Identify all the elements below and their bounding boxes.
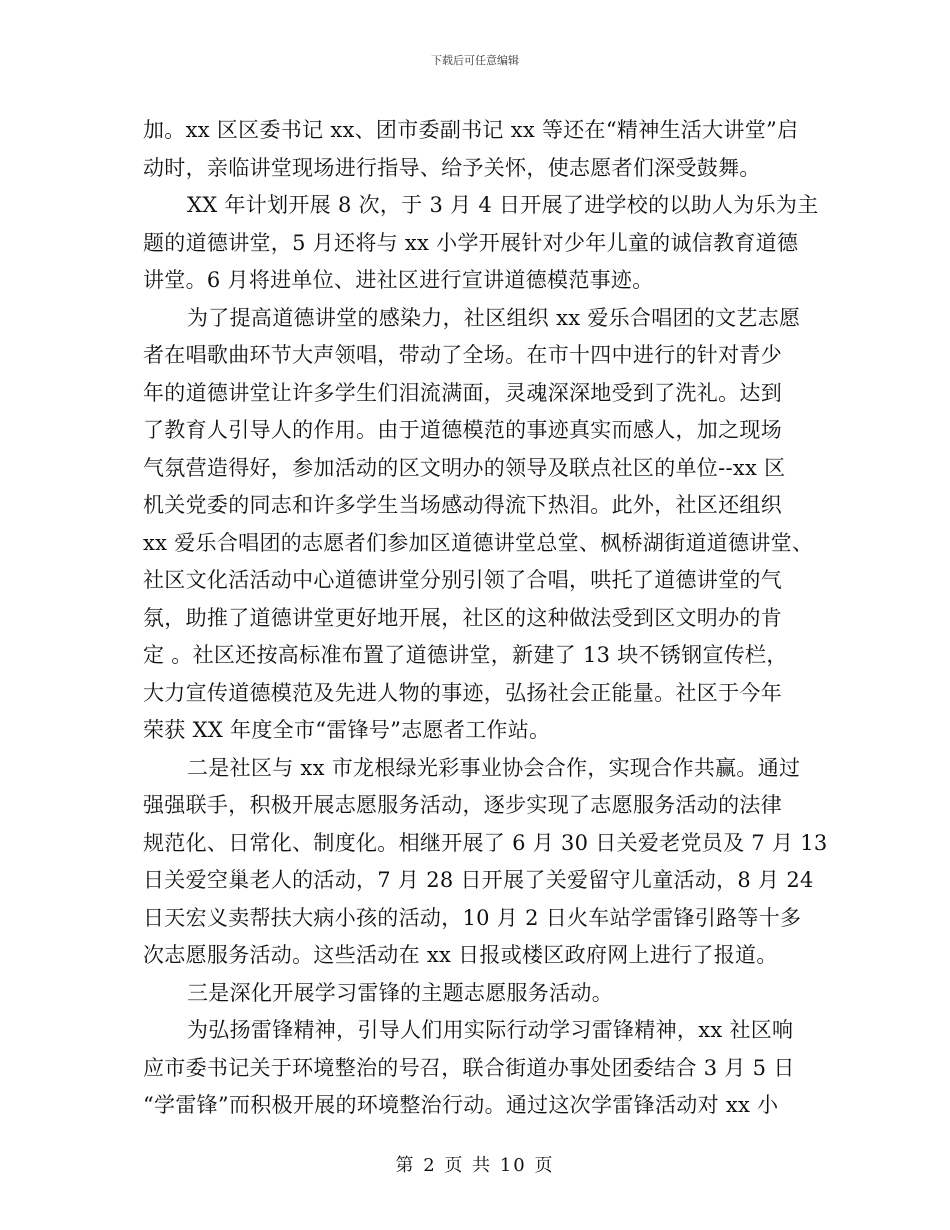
text-line: 年的道德讲堂让许多学生们泪流满面，灵魂深深地受到了洗礼。达到 (143, 380, 782, 405)
paragraph-start-line: 为弘扬雷锋精神，引导人们用实际行动学习雷锋精神，xx 社区响 (187, 1018, 794, 1042)
text-line: 社区文化活活动中心道德讲堂分别引领了合唱，哄托了道德讲堂的气 (143, 568, 782, 592)
page-header: 下载后可任意编辑 (431, 54, 519, 67)
text-line: 加。xx 区区委书记 xx、团市委副书记 xx 等还在“精神生活大讲堂”启 (143, 118, 799, 142)
text-line: 日关爱空巢老人的活动，7 月 28 日开展了关爱留守儿童活动，8 月 24 (143, 868, 814, 892)
text-line: 强强联手，积极开展志愿服务活动，逐步实现了志愿服务活动的法律 (143, 793, 782, 817)
text-line: 动时，亲临讲堂现场进行指导、给予关怀，使志愿者们深受鼓舞。 (143, 155, 761, 180)
text-line: 次志愿服务活动。这些活动在 xx 日报或楼区政府网上进行了报道。 (143, 943, 778, 967)
text-line: 机关党委的同志和许多学生当场感动得流下热泪。此外，社区还组织 (143, 493, 782, 517)
text-line: 者在唱歌曲环节大声领唱，带动了全场。在市十四中进行的针对青少 (143, 343, 782, 367)
text-line: 荣获 XX 年度全市“雷锋号”志愿者工作站。 (143, 718, 551, 742)
text-line: 定 。社区还按高标准布置了道德讲堂，新建了 13 块不锈钢宣传栏， (143, 643, 788, 667)
page-number-footer: 第 2 页 共 10 页 (395, 1155, 555, 1176)
paragraph-start-line: 二是社区与 xx 市龙根绿光彩事业协会合作，实现合作共赢。通过 (187, 755, 801, 780)
text-line: 题的道德讲堂，5 月还将与 xx 小学开展针对少年儿童的诚信教育道德 (143, 230, 799, 255)
text-line: 大力宣传道德模范及先进人物的事迹，弘扬社会正能量。社区于今年 (143, 680, 782, 705)
paragraph-start-line: 为了提高道德讲堂的感染力，社区组织 xx 爱乐合唱团的文艺志愿 (187, 305, 801, 330)
text-line: 应市委书记关于环境整治的号召，联合街道办事处团委结合 3 月 5 日 (143, 1055, 795, 1080)
paragraph-start-line: XX 年计划开展 8 次，于 3 月 4 日开展了进学校的以助人为乐为主 (187, 193, 819, 217)
text-line: 日天宏义卖帮扶大病小孩的活动，10 月 2 日火车站学雷锋引路等十多 (143, 905, 802, 930)
paragraph-start-line: 三是深化开展学习雷锋的主题志愿服务活动。 (187, 980, 613, 1005)
text-line: 氛，助推了道德讲堂更好地开展，社区的这种做法受到区文明办的肯 (143, 605, 782, 630)
text-line: xx 爱乐合唱团的志愿者们参加区道德讲堂总堂、枫桥湖街道道德讲堂、 (143, 530, 814, 555)
text-line: 讲堂。6 月将进单位、进社区进行宣讲道德模范事迹。 (143, 268, 654, 292)
document-body (143, 112, 828, 1125)
text-line: 了教育人引导人的作用。由于道德模范的事迹真实而感人，加之现场 (143, 418, 782, 442)
text-line: 气氛营造得好，参加活动的区文明办的领导及联点社区的单位--xx 区 (143, 455, 786, 480)
text-line: 规范化、日常化、制度化。相继开展了 6 月 30 日关爱老党员及 7 月 13 (143, 830, 828, 855)
text-line: “学雷锋”而积极开展的环境整治行动。通过这次学雷锋活动对 xx 小 (143, 1093, 779, 1117)
